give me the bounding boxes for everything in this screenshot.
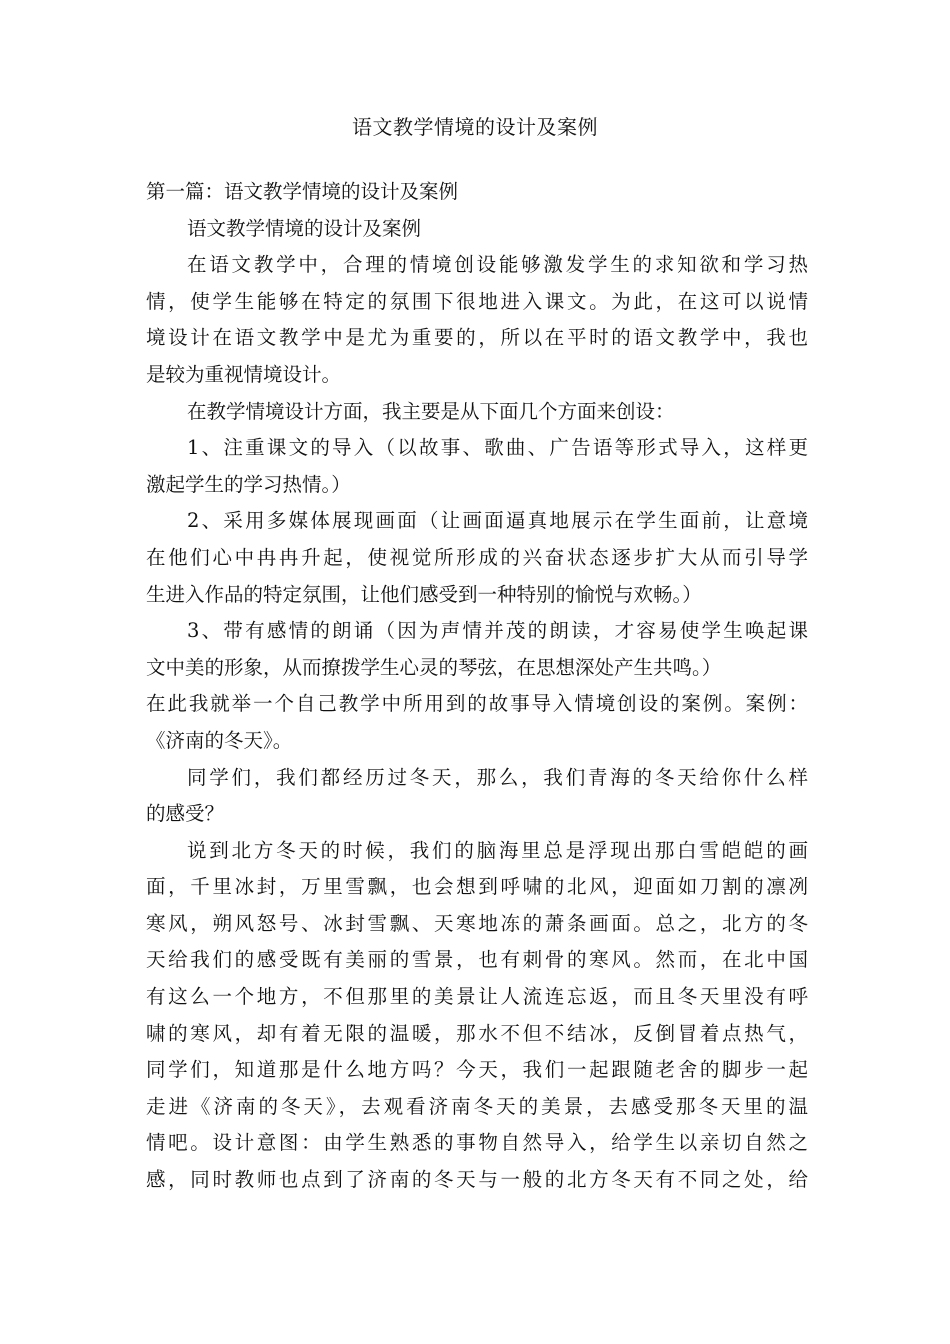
- text-line: 天给我们的感受既有美丽的雪景，也有刺骨的寒风。然而，在北中国: [146, 948, 808, 972]
- text-line: 2、采用多媒体展现画面（让画面逼真地展示在学生面前，让意境: [187, 509, 808, 533]
- text-line: 激起学生的学习热情。）: [146, 472, 351, 496]
- text-line: 生进入作品的特定氛围，让他们感受到一种特别的愉悦与欢畅。）: [146, 582, 702, 606]
- document-body: [146, 174, 808, 1199]
- text-line: 语文教学情境的设计及案例: [187, 216, 422, 240]
- text-line: 在教学情境设计方面，我主要是从下面几个方面来创设：: [187, 399, 675, 423]
- text-line: 情吧。设计意图：由学生熟悉的事物自然导入，给学生以亲切自然之: [146, 1131, 808, 1155]
- text-line: 同学们，我们都经历过冬天，那么，我们青海的冬天给你什么样: [187, 765, 808, 789]
- document-title: 语文教学情境的设计及案例: [352, 115, 598, 139]
- text-line: 情，使学生能够在特定的氛围下很地进入课文。为此，在这可以说情: [146, 289, 808, 313]
- text-line: 在此我就举一个自己教学中所用到的故事导入情境创设的案例。案例：: [146, 692, 808, 716]
- text-line: 第一篇：语文教学情境的设计及案例: [146, 180, 459, 203]
- text-line: 感，同时教师也点到了济南的冬天与一般的北方冬天有不同之处，给: [146, 1168, 808, 1192]
- text-line: 3、带有感情的朗诵（因为声情并茂的朗读，才容易使学生唤起课: [187, 619, 808, 643]
- text-line: 的感受？: [146, 802, 225, 826]
- text-line: 说到北方冬天的时候，我们的脑海里总是浮现出那白雪皑皑的画: [187, 838, 808, 862]
- text-line: 啸的寒风，却有着无限的温暖，那水不但不结冰，反倒冒着点热气，: [146, 1021, 808, 1045]
- text-line: 同学们，知道那是什么地方吗？今天，我们一起跟随老舍的脚步一起: [146, 1058, 808, 1082]
- text-line: 是较为重视情境设计。: [146, 362, 342, 386]
- text-line: 在他们心中冉冉升起，使视觉所形成的兴奋状态逐步扩大从而引导学: [146, 545, 808, 569]
- text-line: 《济南的冬天》。: [146, 728, 293, 752]
- text-line: 在语文教学中，合理的情境创设能够激发学生的求知欲和学习热: [187, 253, 808, 277]
- text-line: 文中美的形象，从而撩拨学生心灵的琴弦，在思想深处产生共鸣。）: [146, 655, 722, 679]
- text-line: 1、注重课文的导入（以故事、歌曲、广告语等形式导入，这样更: [187, 436, 808, 460]
- text-line: 境设计在语文教学中是尤为重要的，所以在平时的语文教学中，我也: [146, 326, 808, 350]
- text-line: 有这么一个地方，不但那里的美景让人流连忘返，而且冬天里没有呼: [146, 985, 808, 1009]
- text-line: 寒风，朔风怒号、冰封雪飘、天寒地冻的萧条画面。总之，北方的冬: [146, 911, 808, 935]
- text-line: 面，千里冰封，万里雪飘，也会想到呼啸的北风，迎面如刀割的凛冽: [146, 875, 808, 899]
- text-line: 走进《济南的冬天》，去观看济南冬天的美景，去感受那冬天里的温: [146, 1094, 808, 1118]
